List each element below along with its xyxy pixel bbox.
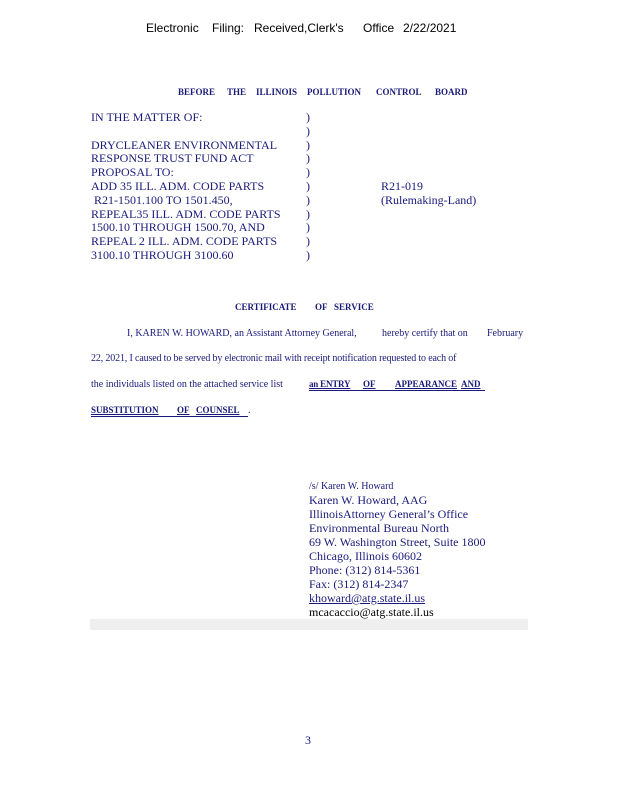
heading-board: BOARD — [435, 87, 468, 97]
signature-bureau: Environmental Bureau North — [309, 521, 449, 535]
filing-title-underline — [309, 390, 485, 391]
heading-control: CONTROL — [376, 87, 422, 97]
body-line-4-end: . — [248, 405, 251, 416]
filing-title-underline-2 — [91, 416, 248, 417]
filing-title-of-2: OF — [177, 405, 190, 415]
filing-title-entry: an ENTRY — [309, 379, 351, 389]
caption-line: ADD 35 ILL. ADM. CODE PARTS — [91, 178, 265, 193]
paren: ) — [306, 137, 310, 152]
paren: ) — [306, 220, 310, 235]
caption-line: 1500.10 THROUGH 1500.70, AND — [91, 220, 265, 235]
paren: ) — [306, 165, 310, 180]
shaded-bar — [90, 619, 528, 630]
stamp-office: Office — [363, 21, 395, 35]
caption-line: DRYCLEANER ENVIRONMENTAL — [91, 137, 278, 152]
case-number: R21-019 — [381, 179, 423, 193]
caption-line: RESPONSE TRUST FUND ACT — [91, 151, 254, 166]
body-line-1c: February — [487, 328, 524, 339]
signature-phone: Phone: (312) 814-5361 — [309, 563, 421, 577]
filing-title-counsel: COUNSEL — [196, 405, 240, 415]
heading-pollution: POLLUTION — [307, 87, 362, 97]
signature-name: Karen W. Howard, AAG — [309, 493, 428, 507]
paren: ) — [306, 234, 310, 249]
caption-line: 3100.10 THROUGH 3100.60 — [91, 247, 234, 262]
cert-heading-service: SERVICE — [334, 302, 374, 312]
cert-heading-certificate: CERTIFICATE — [235, 302, 297, 312]
stamp-received: Received,Clerk's — [254, 21, 344, 35]
filing-title-substitution: SUBSTITUTION — [91, 405, 159, 415]
signature-block — [309, 493, 485, 619]
heading-the: THE — [227, 87, 247, 97]
caption-line: REPEAL 2 ILL. ADM. CODE PARTS — [91, 234, 278, 249]
heading-before: BEFORE — [178, 87, 216, 97]
page-number: 3 — [305, 733, 311, 747]
stamp-date: 2/22/2021 — [403, 21, 457, 35]
signature-email-1[interactable]: khoward@atg.state.il.us — [309, 591, 426, 605]
paren: ) — [306, 123, 310, 138]
signature-city: Chicago, Illinois 60602 — [309, 549, 422, 563]
signature-email-2: mcacaccio@atg.state.il.us — [309, 605, 434, 619]
body-line-1b: hereby certify that on — [382, 328, 468, 339]
cert-heading-of: OF — [315, 302, 328, 312]
paren: ) — [306, 247, 310, 262]
signature-street: 69 W. Washington Street, Suite 1800 — [309, 535, 486, 549]
caption-line: REPEAL35 ILL. ADM. CODE PARTS — [91, 206, 281, 221]
case-type: (Rulemaking-Land) — [381, 192, 477, 207]
caption-line — [91, 125, 281, 139]
signature-office: IllinoisAttorney General’s Office — [309, 507, 469, 521]
filing-title-of: OF — [363, 379, 376, 389]
paren: ) — [306, 110, 310, 124]
body-line-3: the individuals listed on the attached service list — [91, 379, 283, 390]
paren: ) — [306, 206, 310, 221]
caption-line: PROPOSAL TO: — [91, 165, 174, 180]
paren: ) — [306, 151, 310, 166]
paren: ) — [306, 192, 310, 207]
stamp-filing: Filing: — [212, 21, 245, 35]
caption-line: IN THE MATTER OF: — [91, 110, 203, 124]
body-line-1a: I, KAREN W. HOWARD, an Assistant Attorney General, — [127, 328, 357, 339]
heading-illinois: ILLINOIS — [256, 87, 298, 97]
stamp-electronic: Electronic — [146, 21, 199, 35]
caption-line: R21-1501.100 TO 1501.450, — [91, 192, 233, 207]
case-info — [381, 180, 476, 208]
filing-title-and: AND — [461, 379, 481, 389]
paren-column — [306, 111, 310, 263]
filing-title-appearance: APPEARANCE — [395, 379, 457, 389]
paren: ) — [306, 178, 310, 193]
signature-fax: Fax: (312) 814-2347 — [309, 577, 409, 591]
signature-slash: /s/ Karen W. Howard — [309, 481, 394, 492]
body-line-2: 22, 2021, I caused to be served by electronic mail with receipt notification requested to each of — [91, 353, 457, 364]
caption-block — [91, 111, 281, 263]
